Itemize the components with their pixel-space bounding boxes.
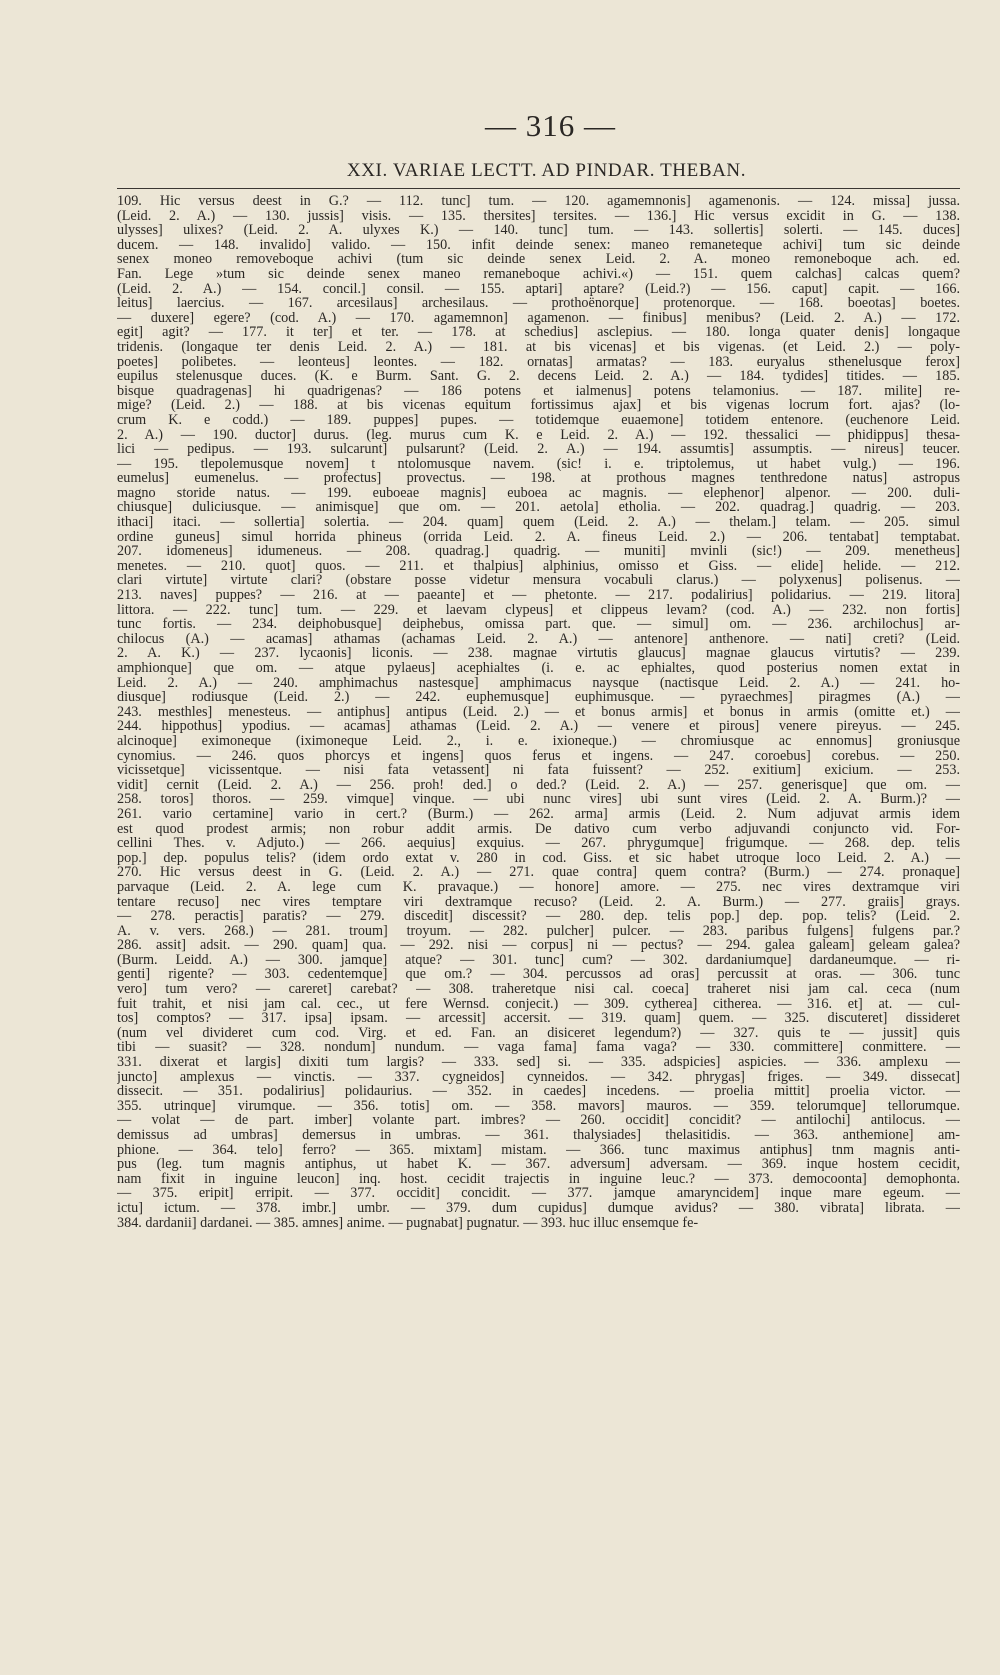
text-line: 213. naves] puppes? — 216. at — paeante] et — phetonte. — 217. podalirius] polidarius. — 219. litora]: [117, 588, 960, 603]
text-line: lici — pedipus. — 193. sulcarunt] pulsarunt? (Leid. 2. A.) — 194. assumtis] assumptis. — nireus] teucer.: [117, 442, 960, 457]
text-line: 270. Hic versus deest in G. (Leid. 2. A.) — 271. quae contra] quem contra? (Burm.) — 274. pronaque]: [117, 865, 960, 880]
text-line: — 375. eripit] erripit. — 377. occidit] concidit. — 377. jamque amaryncidem] inque mare egeum. —: [117, 1186, 960, 1201]
text-line: ithaci] itaci. — sollertia] solertia. — 204. quam] quem (Leid. 2. A.) — thelam.] telam. — 205. simul: [117, 515, 960, 530]
text-line: demissus ad umbras] demersus in umbras. — 361. thalysiades] thelasitidis. — 363. anthemione] am-: [117, 1128, 960, 1143]
text-line: — volat — de part. imber] volante part. imbres? — 260. occidit] concidit? — antilochi] antilocus. —: [117, 1113, 960, 1128]
text-line: crum K. e codd.) — 189. puppes] pupes. — totidemque euaemone] totidem entenore. (euchenore Leid.: [117, 412, 960, 428]
text-line: mige? (Leid. 2.) — 188. at bis vicenas equitum fortissimus ajax] et bis vigenas locrum fort. ajas? (lo-: [117, 398, 960, 413]
text-line: cellini Thes. v. Adjuto.) — 266. aequius] exquius. — 267. phrygumque] frigumque. — 268. dep. telis: [117, 836, 960, 851]
text-line: dissecit. — 351. podalirius] polidaurius. — 352. in caedes] incedens. — proelia mittit] proelia victor. —: [117, 1084, 960, 1099]
section-heading: XXI. VARIAE LECTT. AD PINDAR. THEBAN.: [117, 160, 960, 189]
text-line: (num vel divideret cum cod. Virg. et ed. Fan. an disiceret legendum?) — 327. quis te — jussit] quis: [117, 1025, 960, 1041]
text-line: amphionque] que om. — atque pylaeus] acephialtes (i. e. ac ephialtes, quod posterius nomen extat in: [117, 661, 960, 676]
text-line: ictu] ictum. — 378. imbr.] umbr. — 379. dum cupidus] dumque avidus? — 380. vibrata] librata. —: [117, 1200, 960, 1216]
text-line: 261. vario certamine] vario in cert.? (Burm.) — 262. arma] armis (Leid. 2. Num adjuvat armis idem: [117, 806, 960, 822]
text-line: pop.] dep. populus telis? (idem ordo extat v. 280 in cod. Giss. et sic habet utroque loco Leid. 2. A.) —: [117, 850, 960, 866]
text-line: eumelus] eumenelus. — profectus] provectus. — 198. at prothous magnes tenthredone natus] astropus: [117, 471, 960, 486]
text-line: chilocus (A.) — acamas] athamas (achamas Leid. 2. A.) — antenore] anthenore. — nati] creti? (Leid.: [117, 631, 960, 647]
text-line: senex moneo removeboque achivi (tum sic deinde senex Leid. 2. A. moneo remoneboque ach. ed.: [117, 252, 960, 267]
text-line: 207. idomeneus] idumeneus. — 208. quadrag.] quadrig. — muniti] mvinli (sic!) — 209. menetheus]: [117, 544, 960, 559]
text-line: ducem. — 148. invalido] valido. — 150. infit deinde senex: maneo remaneteque achivi] tum sic deinde: [117, 237, 960, 253]
text-line: (Leid. 2. A.) — 154. concil.] consil. — 155. aptari] aptare? (Leid.?) — 156. caput] capit. — 166.: [117, 281, 960, 297]
text-line: tunc fortis. — 234. deiphobusque] deiphebus, omissa part. que. — simul] om. — 236. archilochus] ar-: [117, 617, 960, 632]
text-line: est quod prodest armis; non robur addit armis. De dativo cum verbo adjuvandi conjuncto vid. For-: [117, 821, 960, 837]
text-line: — 278. peractis] paratis? — 279. discedit] discessit? — 280. dep. telis pop.] dep. pop. telis? (Leid. 2.: [117, 909, 960, 924]
text-line: (Burm. Leidd. A.) — 300. jamque] atque? — 301. tunc] cum? — 302. dardaniumque] dardaneumque. — ri-: [117, 952, 960, 968]
text-line: 286. assit] adsit. — 290. quam] qua. — 292. nisi — corpus] ni — pectus? — 294. galea galeam] geleam galea?: [117, 938, 960, 953]
text-line: tibi — suasit? — 328. nondum] nundum. — vaga fama] fama vaga? — 330. committere] conmittere. —: [117, 1040, 960, 1056]
text-line: alcinoque] eximoneque (iximoneque Leid. 2., i. e. ixioneque.) — chromiusque ac ennomus] groniusque: [117, 733, 960, 749]
text-line: vero] tum vero? — careret] carebat? — 308. traheretque nisi cal. coeca] traheret nisi jam cal. ceca (num: [117, 982, 960, 997]
text-line: Fan. Lege »tum sic deinde senex maneo remaneboque achivi.«) — 151. quem calchas] calcas quem?: [117, 266, 960, 282]
text-line: magno storide natus. — 199. euboeae magnis] euboea ac magnis. — elephenor] alpenor. — 200. duli-: [117, 485, 960, 501]
text-line: 2. A.) — 190. ductor] durus. (leg. murus cum K. e Leid. 2. A.) — 192. thessalici — phidippus] thesa-: [117, 427, 960, 443]
text-line: — 195. tlepolemusque novem] t ntolomusque navem. (sic! i. e. triptolemus, ut habet vulg.) — 196.: [117, 456, 960, 472]
text-line: tridenis. (longaque ter denis Leid. 2. A.) — 181. at bis vicenas] et bis vigenas. (et Leid. 2.) — poly-: [117, 339, 960, 355]
text-line: (Leid. 2. A.) — 130. jussis] visis. — 135. thersites] tersites. — 136.] Hic versus excidit in G. — 138.: [117, 208, 960, 224]
text-line: — duxere] egere? (cod. A.) — 170. agamemnon] agamenon. — finibus] menibus? (Leid. 2. A.) — 172.: [117, 310, 960, 326]
text-line: chiusque] duliciusque. — animisque] que om. — 201. aetola] etholia. — 202. quadrag.] quadrig. — 203.: [117, 500, 960, 516]
text-line: 2. A. K.) — 237. lycaonis] liconis. — 238. magnae virtutis glaucus] magnae glaucus virtutis? — 239.: [117, 646, 960, 661]
text-line: juncto] amplexus — vinctis. — 337. cygneidos] cynneidos. — 342. phrygas] friges. — 349. dissecat]: [117, 1069, 960, 1085]
text-line: parvaque (Leid. 2. A. lege cum K. pravaque.) — honore] amore. — 275. nec vires dextramque viri: [117, 879, 960, 895]
text-line: 384. dardanii] dardanei. — 385. amnes] anime. — pugnabat] pugnatur. — 393. huc illuc ensemque fe-: [117, 1215, 699, 1231]
text-line: vicissetque] vicissentque. — nisi fata vetassent] ni fata fuissent? — 252. exitium] exicium. — 253.: [117, 763, 960, 778]
text-line: fuit trahit, et nisi jam cal. cec., ut fere Wernsd. conjecit.) — 309. cytherea] citherea. — 316. et] at. — cul-: [117, 996, 960, 1012]
text-line: eupilus stelenusque duces. (K. e Burm. Sant. G. 2. decens Leid. 2. A.) — 184. tydides] titides. — 185.: [117, 369, 960, 384]
text-line: 244. hippothus] ypodius. — acamas] athamas (Leid. 2. A.) — venere et pirous] venere pireyus. — 245.: [117, 719, 960, 734]
text-line: littora. — 222. tunc] tum. — 229. et laevam clypeus] et clippeus levam? (cod. A.) — 232. non fortis]: [117, 602, 960, 618]
variant-readings-text: [117, 194, 960, 1230]
text-line: 331. dixerat et largis] dixiti tum largis? — 333. sed] si. — 335. adspicies] aspicies. — 336. amplexu —: [117, 1055, 960, 1070]
text-line: menetes. — 210. quot] quos. — 211. et thalpius] alphinius, omisso et Giss. — elide] helide. — 212.: [117, 558, 960, 574]
text-line: A. v. vers. 268.) — 281. troum] troyum. — 282. pulcher] pulcer. — 283. paribus fulgens] fulgens par.?: [117, 923, 960, 939]
text-line: 243. mesthles] menesteus. — antiphus] antipus (Leid. 2.) — et bonus armis] et bonus in armis (omitte et.) —: [117, 704, 960, 720]
text-line: leitus] laercius. — 167. arcesilaus] archesilaus. — prothoënorque] protenorque. — 168. boeotas] boetes.: [117, 296, 960, 311]
text-line: pus (leg. tum magnis antiphus, ut habet K. — 367. adversum] adversam. — 369. inque hostem cecidit,: [117, 1157, 960, 1172]
text-line: genti] rigente? — 303. cedentemque] que om.? — 304. percussos ad oras] percussit at oras. — 306. tunc: [117, 967, 960, 983]
text-line: vidit] cernit (Leid. 2. A.) — 256. proh! ded.] o ded.? (Leid. 2. A.) — 257. generisque] que om. —: [117, 777, 960, 793]
text-line: clari virtute] virtute clari? (obstare posse videtur mensura vocabuli clarus.) — polyxenus] polisenus. —: [117, 573, 960, 589]
text-line: egit] agit? — 177. it ter] et ter. — 178. at schedius] asclepius. — 180. longa quater denis] longaque: [117, 325, 960, 340]
text-line: bisque quadragenas] hi quadrigenas? — 186 potens et ialmenus] potens telamonius. — 187. milite] re-: [117, 383, 960, 399]
text-line: Leid. 2. A.) — 240. amphimachus nastesque] amphimacus naysque (nactisque Leid. 2. A.) — 241. ho-: [117, 675, 960, 691]
text-line: 258. toros] thoros. — 259. vimque] vinque. — ubi nunc vires] ubi sunt vires (Leid. 2. A. Burm.)? —: [117, 792, 960, 807]
text-line: diusque] rodiusque (Leid. 2.) — 242. euphemusque] euphimusque. — pyraechmes] piragmes (A.) —: [117, 690, 960, 705]
text-line: cynomius. — 246. quos phorcys et ingens] quos ferus et ingens. — 247. coroebus] corebus. — 250.: [117, 748, 960, 764]
page-number: — 316 —: [485, 108, 616, 143]
text-line: tos] comptos? — 317. ipsa] ipsam. — arcessit] accersit. — 319. quam] quem. — 325. discuteret] dissideret: [117, 1011, 960, 1026]
text-line: ordine guneus] simul horrida phineus (orrida Leid. 2. A. fineus Leid. 2.) — 206. tentabat] temptabat.: [117, 529, 960, 545]
text-line: phione. — 364. telo] ferro? — 365. mixtam] mistam. — 366. tunc maximus antiphus] tnm magnis anti-: [117, 1142, 960, 1158]
text-line: 355. utrinque] virumque. — 356. totis] om. — 358. mavors] mauros. — 359. telorumque] tellorumque.: [117, 1098, 960, 1114]
text-line: ulysses] ulixes? (Leid. 2. A. ulyxes K.) — 140. tunc] tum. — 143. sollertis] solerti. — 145. duces]: [117, 223, 960, 238]
text-line: tentare recuso] nec vires temptare viri dextramque recuso? (Leid. 2. A. Burm.) — 277. graiis] grays.: [117, 894, 960, 910]
text-line: poetes] polibetes. — leonteus] leontes. — 182. ornatas] armatas? — 183. euryalus sthenelusque ferox]: [117, 354, 960, 370]
text-line: 109. Hic versus deest in G.? — 112. tunc] tum. — 120. agamemnonis] agamenonis. — 124. missa] jussa.: [117, 194, 960, 209]
text-line: nam fixit in inguine leucon] inq. host. cecidit trajectis in inguine leuc.? — 373. democoonta] demophonta.: [117, 1171, 960, 1187]
